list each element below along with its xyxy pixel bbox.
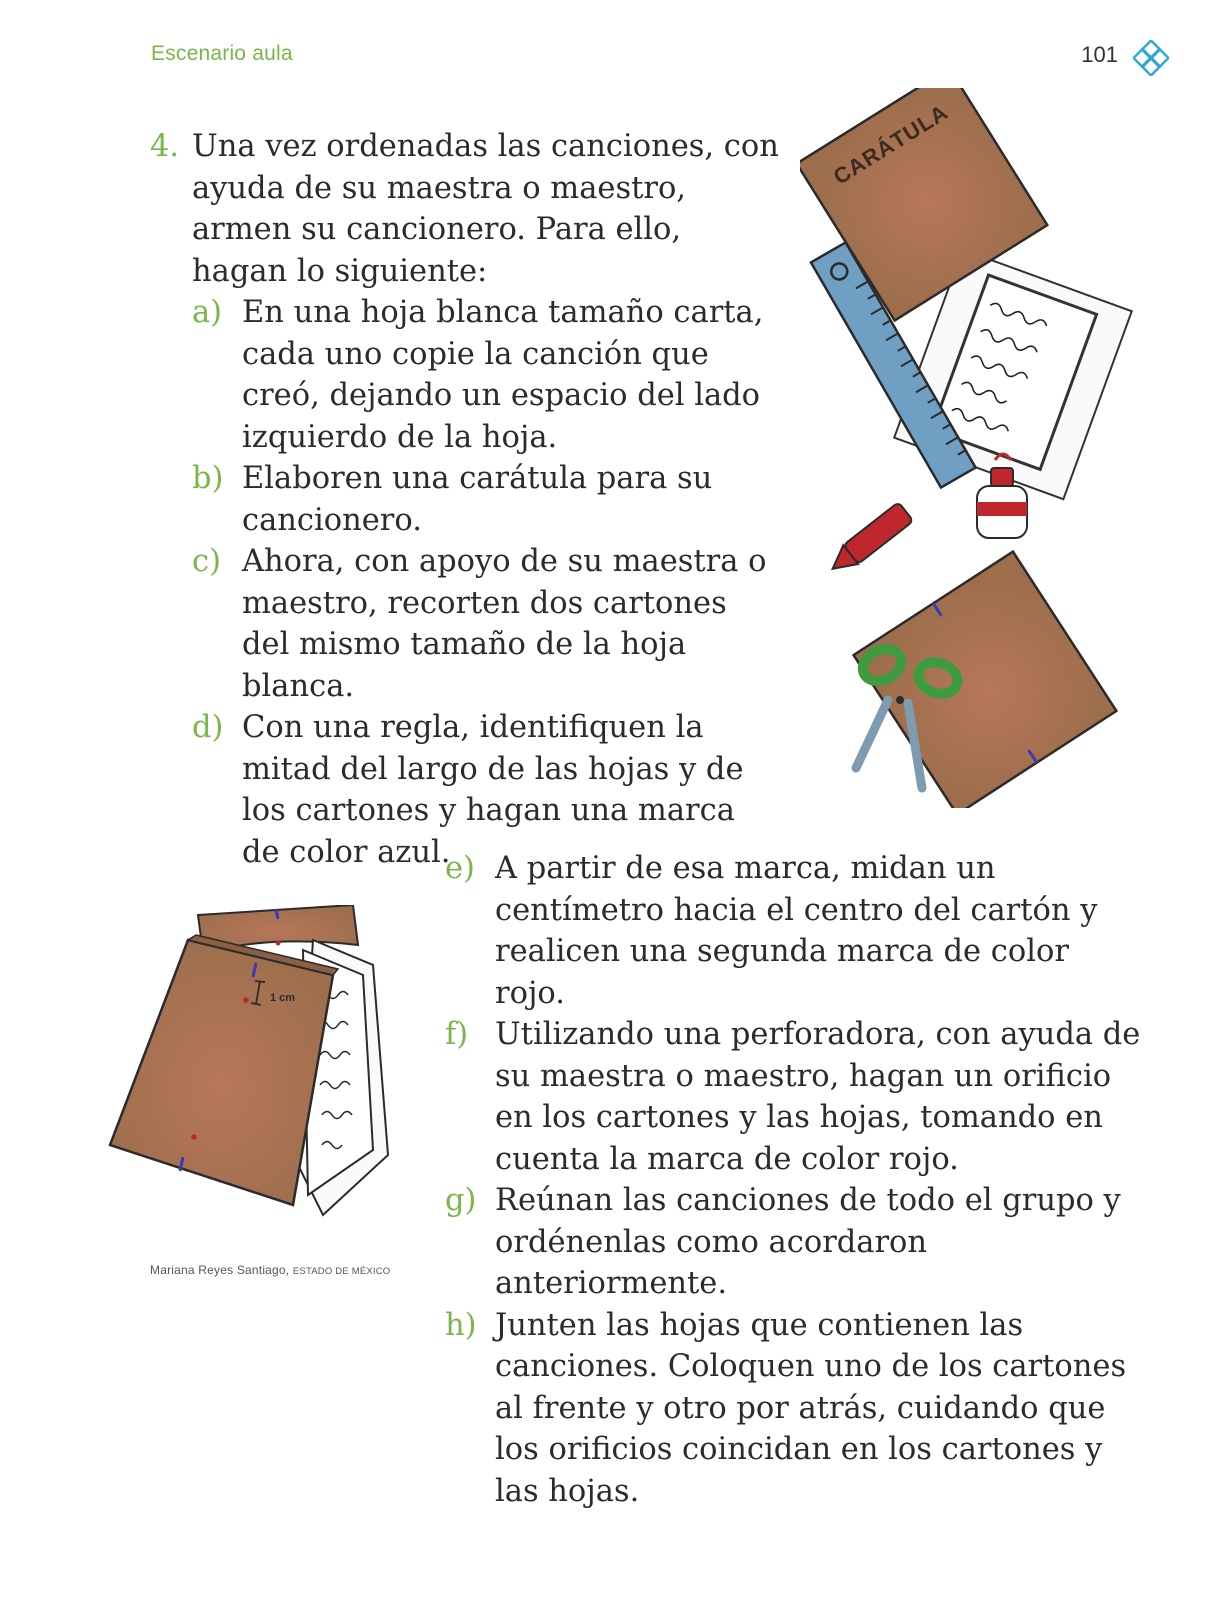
step-intro: Una vez ordenadas las canciones, con ayuda de su maestra o maestro, armen su cancionero. Para ello, hagan lo siguiente: <box>192 129 779 289</box>
item-label: g) <box>445 1183 477 1218</box>
step-4 <box>150 126 780 873</box>
instruction-list-first <box>192 292 780 873</box>
page-number: 101 <box>1081 42 1118 67</box>
item-text: Junten las hojas que contienen las canciones. Coloquen uno de los cartones al frente y otro por atrás, cuidando que los orificios coincidan en los cartones y las hojas. <box>495 1307 1127 1509</box>
list-item <box>192 458 780 541</box>
list-item <box>192 292 780 458</box>
item-text: Reúnan las canciones de todo el grupo y ordénenlas como acordaron anteriormente. <box>495 1183 1121 1301</box>
list-item <box>445 1305 1145 1513</box>
cover-label: CARÁTULA <box>828 99 953 190</box>
item-label: h) <box>445 1307 477 1343</box>
item-label: a) <box>192 295 223 330</box>
section-title: Escenario aula <box>151 42 293 65</box>
item-label: e) <box>445 851 475 886</box>
item-text: Ahora, con apoyo de su maestra o maestro, recorten dos cartones del mismo tamaño de la hoja blanca. <box>242 544 767 704</box>
songbook-illustration <box>108 905 408 1235</box>
item-label: c) <box>192 544 221 579</box>
list-item <box>445 848 1145 1014</box>
item-text: A partir de esa marca, midan un centímetro hacia el centro del cartón y realicen una segunda marca de color rojo. <box>495 851 1098 1011</box>
list-item <box>445 1180 1145 1305</box>
credit-location: ESTADO DE MÉXICO <box>292 1266 391 1277</box>
item-label: d) <box>192 710 224 745</box>
item-text: Con una regla, identifiquen la mitad del largo de las hojas y de los cartones y hagan una marca de color azul. <box>242 710 744 870</box>
item-label: b) <box>192 461 224 496</box>
item-text: Utilizando una perforadora, con ayuda de su maestra o maestro, hagan un orificio en los cartones y las hojas, tomando en cuenta la marca de color rojo. <box>495 1017 1141 1177</box>
item-label: f) <box>445 1017 469 1052</box>
list-item <box>445 1014 1145 1180</box>
step-number: 4. <box>150 129 180 164</box>
red-crayon <box>825 502 913 578</box>
illustration-credit <box>150 1263 390 1277</box>
item-text: Elaboren una carátula para su cancionero. <box>242 461 713 538</box>
instruction-list-second <box>445 848 1145 1512</box>
materials-illustration <box>800 88 1140 808</box>
credit-author: Mariana Reyes Santiago, <box>150 1263 290 1277</box>
item-text: En una hoja blanca tamaño carta, cada uno copie la canción que creó, dejando un espacio del lado izquierdo de la hoja. <box>242 295 764 455</box>
snowflake-logo-icon <box>1133 40 1169 76</box>
measure-label: 1 cm <box>270 992 296 1004</box>
list-item <box>192 541 780 707</box>
